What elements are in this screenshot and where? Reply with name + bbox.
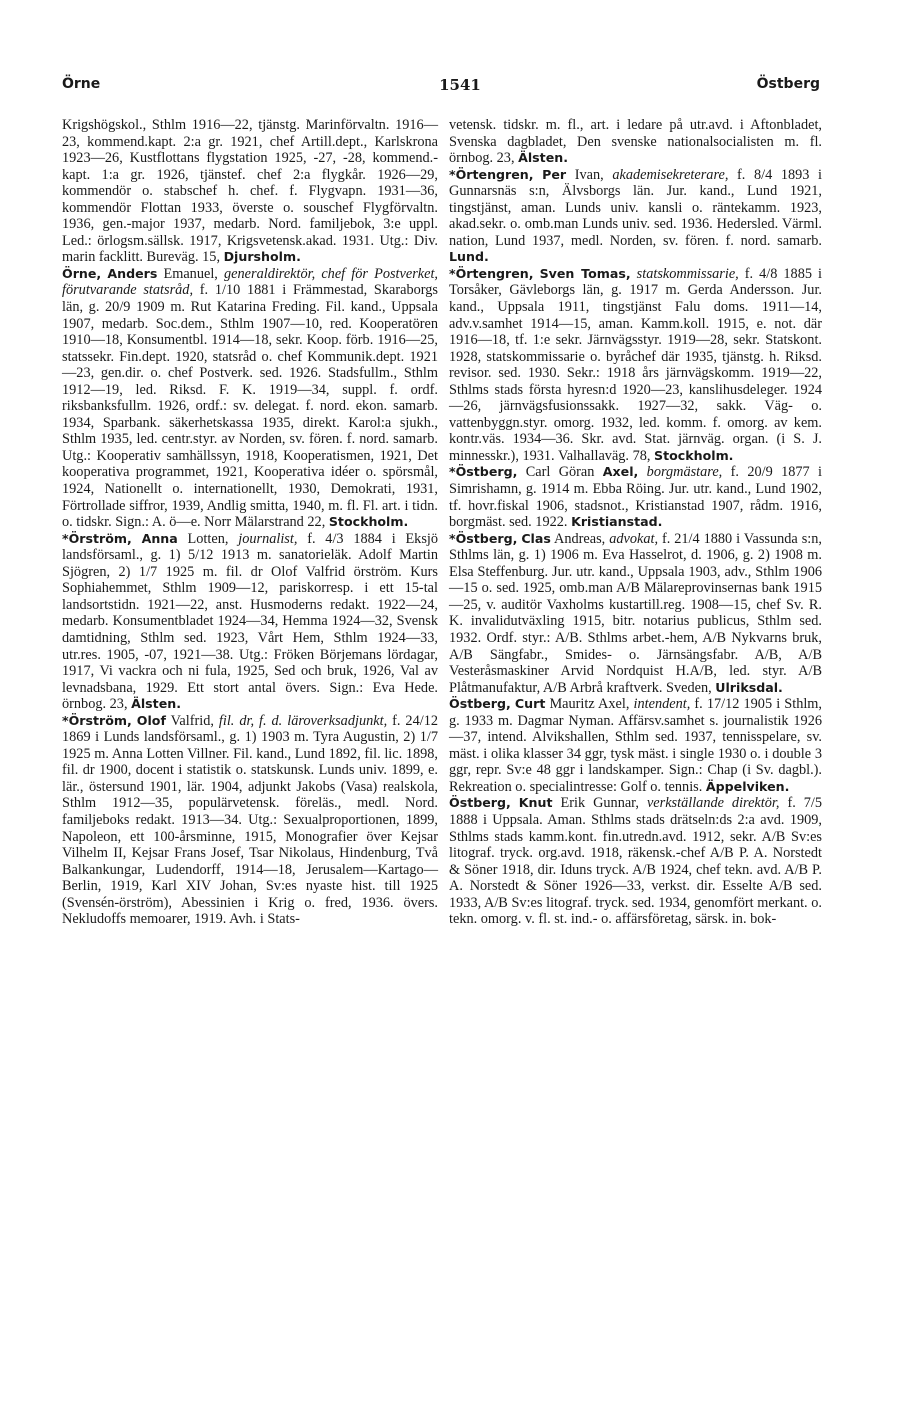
entry-title: verkställande direktör,	[646, 795, 780, 812]
entry-firstname: Clas	[521, 530, 551, 546]
entry-body: f. 4/8 1885 i Torsåker, Gävleborgs län, g. 1917 m. Gerda Andersson. Jur. kand., Uppsala 1911, tingstjänst Falu doms. 1911—14, adv.v.samhet 1914—15, aman. Kamm.koll. 1915, e. not. där 1916—18, tf. 1:e sekr. Järnvägsstyr. 1919—28, sekr. Statskont. 1928, statskommissarie o. byråchef där 1935, tjänstg. h. Riksd. revisor. sed. 1930. Sekr.: 1918 års järnvägskomm. 1919—22, Sthlms stads första hyresn:d 1920—23, kanslihusdeleger. 1924—26, järnvägsfusionssakk. 1927—32, sakk. Väg- o. vattenbyggn.styr. omorg. 1932, led. komm. f. omorg. av kem. kontr.väs. 1934—36. Skr. avd. Stat. järnväg. organ. (i S. J. minnesskr.), 1931. Valhallaväg. 78,	[449, 265, 822, 464]
entry-title: borgmästare,	[646, 464, 723, 481]
entry-title: fil. dr, f. d. läroverksadjunkt,	[218, 712, 388, 729]
entry-body: f. 7/5 1888 i Uppsala. Aman. Sthlms stads drätseln:ds 2:a avd. 1909, Sthlms stads kamm.kont. fin.utredn.avd. 1912, sekr. A/B Sv:es litograf. tryck. org.avd. 1918, räkensk.-chef A/B P. A. Norstedt & Söner 1918, dir. Iduns tryck. A/B 1924, chef tekn. avd. A/B P. A. Norstedt & Söner 1926—33, verkst. dir. Esselte A/B sed. 1933, A/B Sv:es litograf. tryck. sed. 1934, genomfört merkant. o. tekn. omorg. v. fl. st. ind.- o. affärsföretag, särsk. in. bok-	[449, 795, 823, 928]
entry-address: Kristianstad.	[571, 514, 663, 530]
entry-title: statskommissarie,	[636, 265, 739, 282]
right-column	[449, 117, 822, 928]
entry-title: advokat,	[609, 530, 659, 547]
entry-given: Mauritz Axel,	[549, 696, 630, 713]
entry	[449, 696, 822, 795]
entry-firstname: Anna	[141, 530, 178, 546]
entry	[62, 266, 438, 531]
left-column	[62, 117, 438, 928]
entry-surname: *Örström,	[62, 530, 132, 546]
entry-given: Valfrid,	[170, 712, 214, 729]
entry-title: akademisekreterare,	[612, 166, 729, 183]
entry-address: Djursholm.	[223, 249, 301, 265]
entry-title: journalist,	[238, 530, 298, 547]
entry	[62, 713, 438, 928]
entry-continuation	[449, 117, 822, 167]
entry-body: f. 17/12 1905 i Sthlm, g. 1933 m. Dagmar Nyman. Affärsv.samhet s. journalistik 1926—37, intend. Alvikshallen, Sthlm sed. 1937, tennisspelare, sv. mäst. i olika klasser 34 ggr, tysk mäst. i single 1930 o. i double 3 ggr, repr. Sv:e 48 ggr i landskamper. Sign.: Chap (i Sv. dagbl.). Rekreation o. specialintresse: Golf o. tennis.	[449, 696, 823, 795]
entry-given: Lotten,	[187, 530, 229, 547]
entry	[449, 266, 822, 465]
entry-title: generaldirektör, chef för Postverket, förutvarande statsråd,	[62, 265, 439, 299]
entry-firstname: Sven Tomas,	[539, 265, 631, 281]
entry-body: f. 4/3 1884 i Eksjö landsförsaml., g. 1) 5/12 1913 m. sanatorieläk. Adolf Martin Sjögren, 2) 1/7 1925 m. fil. dr Olof Valfrid örström. Kurs Sophiahemmet, Sthlm 1909—12, pariskorresp. i ett 15-tal landsortstidn. 1921—22, anst. Husmoderns redakt. 1922—24, medarb. Konsumentbladet 1924—34, Hemma 1924—32, Svensk damtidning, Sthlm sed. 1923, Vårt Hem, Sthlm 1924—33, utr.res. 1905, -07, 1921—38. Utg.: Fröken Börjemans lördagar, 1917, Vi vackra och ni fula, 1925, Sed och bruk, 1926, Val av levnadsbana, 1929. Ett stort antal övers. Sign.: Eva Hede. örnbog. 23,	[62, 530, 439, 713]
entry-continuation	[62, 117, 438, 266]
entry-surname: Örne,	[62, 265, 102, 281]
entry-address: Lund.	[449, 249, 489, 265]
entry-address: Stockholm.	[328, 514, 409, 530]
entry-address: Äppelviken.	[705, 778, 790, 794]
page-number: 1541	[439, 76, 481, 94]
entry	[62, 531, 438, 713]
running-head-left: Örne	[62, 76, 101, 92]
entry-firstname: Anders	[107, 265, 158, 281]
entry-address: Ulriksdal.	[715, 679, 783, 695]
entry	[449, 167, 822, 266]
entry-body: f. 21/4 1880 i Vassunda s:n, Sthlms län, g. 1) 1906 m. Eva Hasselrot, d. 1906, g. 2) 1908 m. Elsa Steffenburg. Jur. utr. kand., Uppsala 1903, adv., Sthlm 1906—15 o. sed. 1925, omb.man A/B Mälareprovinsernas bank 1915—25, v. auditör Vaxholms kustartill.reg. 1908—15, chef Sv. R. K. invalidutväxling 1915, bitr. notarius publicus, Sthlm sed. 1932. Ordf. styr.: A/B. Sthlms arbet.-hem, A/B Nykvarns bruk, A/B Sängfabr., Smides- o. Järnsängsfabr. A/B, A/B Vesteråsmaskiner Arvid Nordquist H.A/B, led. styr. A/B Plåtmanufaktur, A/B Arbrå kraftverk. Sveden,	[449, 530, 822, 696]
entry-body: Krigshögskol., Sthlm 1916—22, tjänstg. Marinförvaltn. 1916—23, kommend.kapt. 2:a gr. 1921, chef Artill.dept., Karlskrona 1923—26, Kustflottans flygstation 1925, -27, -28, kommend.-kapt. 1:a gr. 1926, tjänstef. chef 2:a flygkår. 1926—29, kommendör o. stabschef h. chef. f. Flygvapn. 1931—36, kommendör Flottan 1933, överste o. souschef Flygförvaltn. 1936, gen.-major 1937, medarb. Nord. familjebok, 3:e uppl. Led.: örlogsm.sällsk. 1917, Krigsvetensk.akad. 1931. Utg.: Div. marin facklitt. Bureväg. 15,	[62, 117, 438, 266]
entry-firstname: Per	[542, 166, 567, 182]
entry-surname: Östberg,	[449, 696, 511, 712]
entry-surname: *Örström,	[62, 712, 132, 728]
entry-given: Erik Gunnar,	[560, 795, 639, 812]
entry-body: f. 24/12 1869 i Lunds landsförsaml., g. 1) 1903 m. Tyra Augustin, 2) 1/7 1925 m. Anna Lotten Villner. Fil. kand., Lund 1892, fil. lic. 1898, fil. dr 1900, docent i statistik o. statskunsk. Lunds univ. 1899, e. lär., östersund 1901, lär. 1904, adjunkt Jakobs (Vasa) realskola, Sthlm 1912—35, populärvetensk. föreläs., medl. Nord. familjeboks redakt. 1913—34. Utg.: Sexualproportionen, 1899, Napoleon, ett 100-årsminne, 1915, Monografier över Kejsar Vilhelm II, Kejsar Frans Josef, Tsar Nikolaus, Hindenburg, Två Balkankungar, Ludendorff, 1914—18, Jerusalem—Kartago—Berlin, 1919, Karl XIV Johan, Sv:es nyaste hist. till 1925 (Svensén-örström), Abessinien i Krig o. fred, 1936. övers. Nekludoffs memoarer, 1919. Avh. i Stats-	[62, 712, 438, 928]
entry-address: Älsten.	[518, 150, 568, 166]
entry	[449, 464, 822, 530]
entry-given: Emanuel,	[163, 265, 218, 282]
entry-firstname: Olof	[136, 712, 166, 728]
entry-firstname: Axel,	[602, 464, 639, 480]
entry-given: Andreas,	[554, 530, 606, 547]
entry-given: Ivan,	[574, 166, 604, 183]
entry-address: Stockholm.	[654, 447, 734, 463]
entry-firstname: Curt	[514, 696, 546, 712]
entry	[449, 531, 822, 696]
entry-surname: *Örtengren,	[449, 166, 534, 182]
entry-surname: *Östberg,	[449, 530, 518, 546]
entry-firstname: Knut	[518, 795, 553, 811]
entry	[449, 795, 822, 927]
entry-title: intendent,	[633, 696, 691, 713]
entry-surname: Östberg,	[449, 795, 511, 811]
running-head-right: Östberg	[756, 76, 820, 92]
entry-surname: *Östberg,	[449, 464, 518, 480]
entry-given: Carl Göran	[525, 464, 595, 481]
entry-body: f. 8/4 1893 i Gunnarsnäs s:n, Älvsborgs län. Jur. kand., Lund 1921, tingstjänst, aman. Lunds univ. kansli o. räntekamm. 1923, akad.sekr. o. omb.man Lunds univ. sed. 1936. Hedersled. Värml. nation, Lund 1937, medl. Norden, sv. fören. f. nord. samarb.	[449, 166, 822, 249]
entry-body: vetensk. tidskr. m. fl., art. i ledare på utr.avd. i Aftonbladet, Svenska dagbladet, Den svenske nationalsocialisten m. fl. örnbog. 23,	[449, 117, 822, 167]
entry-body: f. 20/9 1877 i Simrishamn, g. 1914 m. Ebba Röing. Jur. utr. kand., Lund 1902, tf. hovr.fiskal 1906, stadsnot., Kristianstad 1907, rådm. 1916, borgmäst. sed. 1922.	[449, 464, 823, 531]
entry-address: Älsten.	[131, 696, 181, 712]
entry-surname: *Örtengren,	[449, 265, 534, 281]
entry-body: f. 1/10 1881 i Främmestad, Skaraborgs län, g. 20/9 1909 m. Rut Katarina Freding. Fil. kand., Uppsala 1907, medarb. Soc.dem., Sthlm 1907—10, red. Kooperatören 1910—18, Konsumentbl. 1914—18, sekr. Koop. förb. 1916—25, statssekr. Fin.dept. 1920, statsråd o. chef Kommunik.dept. 1921—23, gen.dir. o. chef Postverk. sed. 1926. Stadsfullm., Sthlm 1912—19, led. Riksd. F. K. 1919—34, suppl. f. ordf. riksbanksfullm. 1926, ordf.: sv. delegat. f. nord. ekon. samarb. 1934, Sparbank. säkerhetskassa 1935, direkt. Karol:a sjukh., Sthlm 1935, led. centr.styr. av Norden, sv. fören. f. nord. samarb. Utg.: Kooperativ samhällssyn, 1918, Kooperatismen, 1921, Det kooperativa programmet, 1921, Kooperativa idéer o. spörsmål, 1924, Nationellt o. internationellt, 1930, Demokrati, 1931, Förtrollade siffror, 1939, Andlig smitta, 1940, m. fl. Fl. art. i tidn. o. tidskr. Sign.: A. ö—e. Norr Mälarstrand 22,	[62, 282, 438, 531]
